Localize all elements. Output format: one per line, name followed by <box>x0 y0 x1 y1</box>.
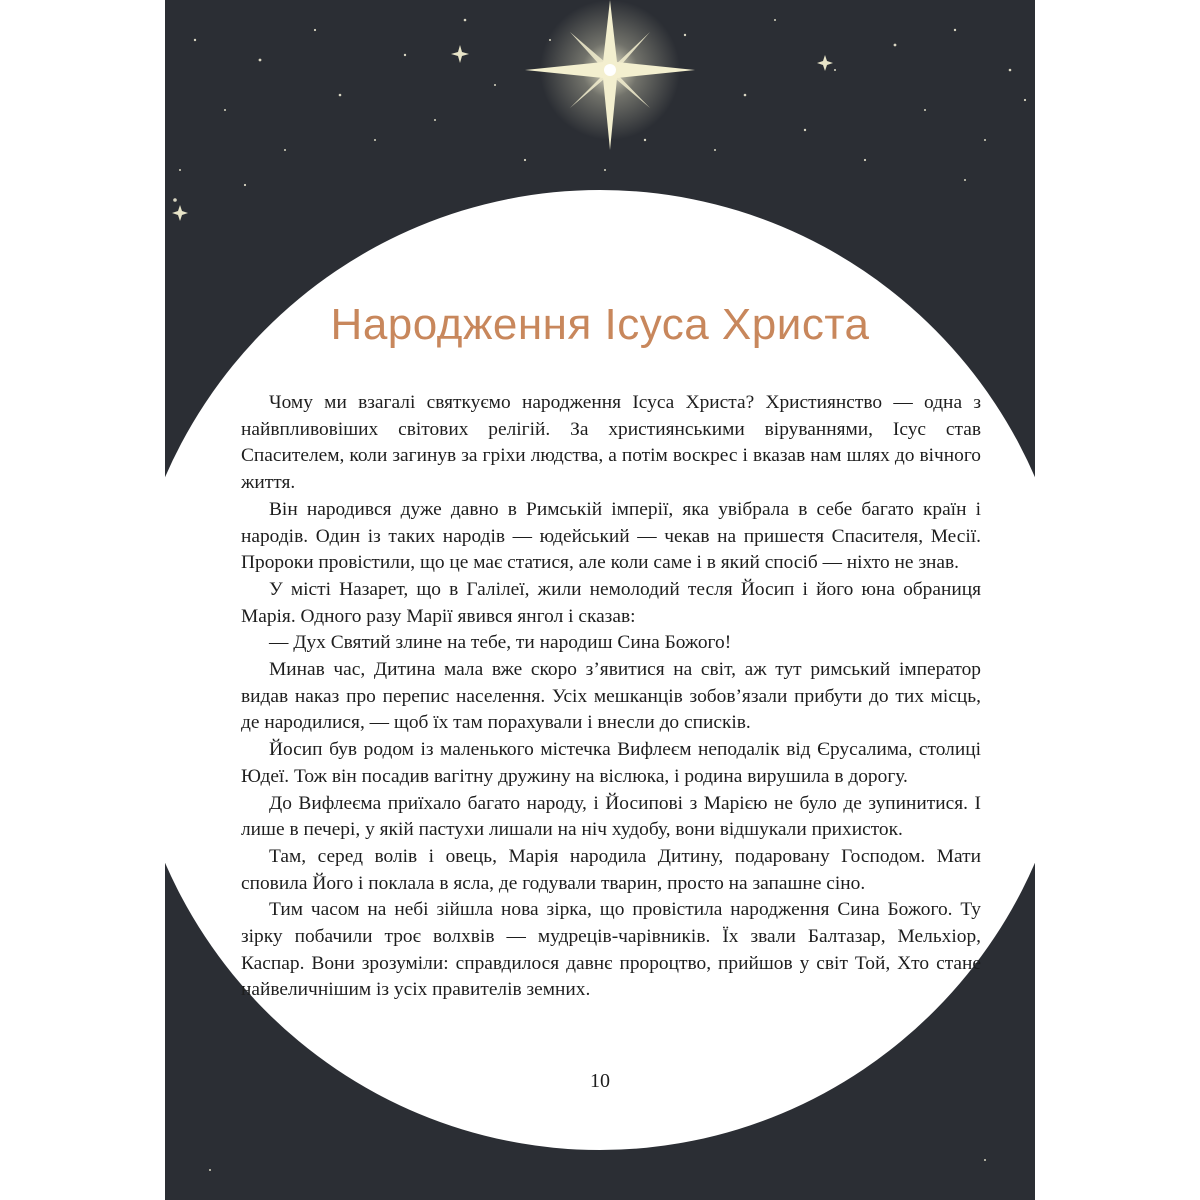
paragraph: Йосип був родом із маленького містечка Вифлеєм неподалік від Єрусалима, столиці Юдеї. Тож він посадив вагітну дружину на віслюка, і родина вирушила в дорогу. <box>241 739 981 787</box>
page-title: Народження Ісуса Христа <box>330 300 870 349</box>
paragraph: Там, серед волів і овець, Марія народила Дитину, подаровану Господом. Мати сповила Його і поклала в ясла, де годували тварин, просто на запашне сіно. <box>241 845 981 894</box>
story-text <box>241 390 981 1004</box>
book-page <box>165 0 1035 1200</box>
paragraph: Минав час, Дитина мала вже скоро з’явитися на світ, аж тут римський імператор видав наказ про перепис населення. Усіх мешканців зобов’язали прибути до тих місць, де народилися, — щоб їх там порахували і внесли до списків. <box>241 659 981 734</box>
paragraph: Чому ми взагалі святкуємо народження Ісуса Христа? Християнство — одна з найвпливовіших світових релігій. За християнськими віруваннями, Ісус став Спасителем, коли загинув за гріхи людства, а потім воскрес і вказав нам шлях до вічного життя. <box>241 392 981 494</box>
paragraph: Він народився дуже давно в Римській імперії, яка увібрала в себе багато країн і народів. Один із таких народів — юдейський — чекав на пришестя Спасителя, Месії. Пророки провістили, що це має статися, але коли саме і в який спосіб — ніхто не знав. <box>241 498 981 574</box>
paragraph: Тим часом на небі зійшла нова зірка, що провістила народження Сина Божого. Ту зірку побачили троє волхвів — мудреців-чарівників. Їх звали Балтазар, Мельхіор, Каспар. Вони зрозуміли: справдилося давнє пророцтво, прийшов у світ Той, Хто стане найвеличнішим із усіх правителів земних. <box>241 899 981 1001</box>
paragraph: У місті Назарет, що в Галілеї, жили немолодий тесля Йосип і його юна обраниця Марія. Одного разу Марії явився янгол і сказав: <box>241 578 981 627</box>
page-number: 10 <box>590 1070 610 1092</box>
paragraph: — Дух Святий злине на тебе, ти народиш Сина Божого! <box>269 632 732 654</box>
paragraph: До Вифлеєма приїхало багато народу, і Йосипові з Марією не було де зупинитися. І лише в печері, у якій пастухи лишали на ніч худобу, вони відшукали прихисток. <box>241 792 981 841</box>
